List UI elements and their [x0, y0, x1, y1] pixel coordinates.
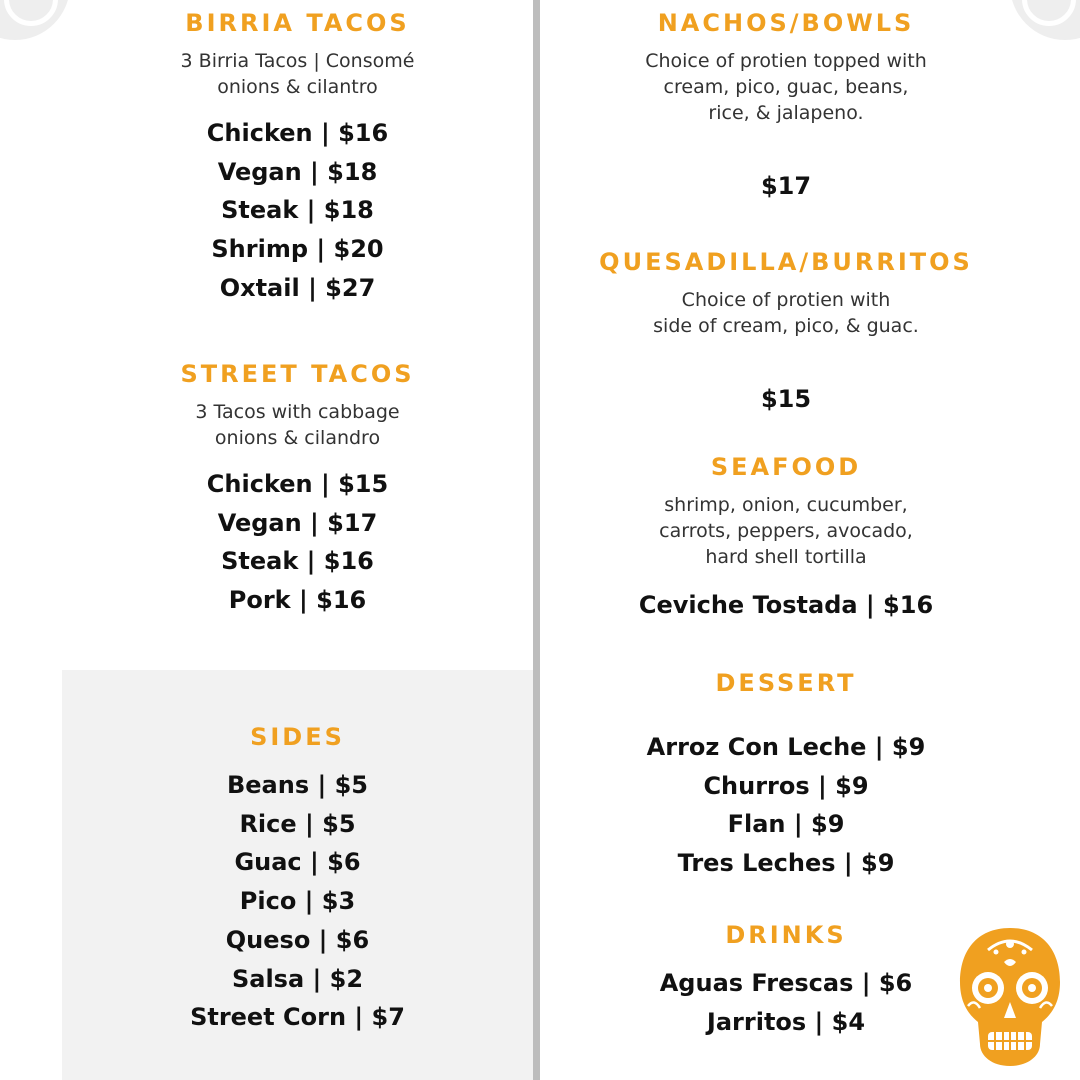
sugar-skull-icon	[958, 926, 1062, 1068]
menu-item: Pork | $16	[228, 586, 367, 615]
section-street-tacos	[62, 359, 533, 620]
section-seafood	[540, 452, 1032, 625]
menu-item: Ceviche Tostada | $16	[638, 591, 934, 619]
corner-ornament-left-icon	[0, 0, 70, 40]
section-quesadilla-burritos	[540, 247, 1032, 414]
column-divider	[533, 0, 540, 1080]
item-list	[62, 465, 533, 620]
section-title: BIRRIA TACOS	[185, 9, 410, 37]
menu-item: Queso | $6	[225, 925, 370, 954]
item-list	[62, 114, 533, 308]
menu-item: Shrimp | $20	[211, 235, 384, 264]
section-description: shrimp, onion, cucumber, carrots, peppers, avocado, hard shell tortilla	[659, 494, 913, 568]
section-title: STREET TACOS	[180, 360, 415, 388]
menu-item: Arroz Con Leche | $9	[646, 733, 926, 761]
menu-item: Vegan | $17	[217, 508, 378, 537]
menu-item: Street Corn | $7	[190, 1003, 405, 1032]
section-price: $17	[760, 172, 812, 200]
item-list	[540, 728, 1032, 883]
section-title: DRINKS	[725, 921, 847, 949]
menu-item: Pico | $3	[239, 887, 356, 916]
menu-item: Aguas Frescas | $6	[659, 969, 913, 997]
menu-item: Salsa | $2	[231, 964, 364, 993]
menu-item: Churros | $9	[703, 771, 869, 800]
menu-item: Tres Leches | $9	[677, 849, 895, 878]
menu-item: Steak | $16	[221, 547, 374, 576]
menu-item: Chicken | $15	[206, 470, 389, 498]
section-sides	[62, 722, 533, 1037]
menu-item: Jarritos | $4	[706, 1007, 866, 1036]
section-title: QUESADILLA/BURRITOS	[599, 248, 973, 276]
menu-item: Rice | $5	[239, 809, 356, 838]
section-dessert	[540, 668, 1032, 883]
menu-item: Flan | $9	[727, 810, 845, 839]
section-description: 3 Birria Tacos | Consomé onions & cilantro	[180, 50, 415, 98]
section-description: 3 Tacos with cabbage onions & cilandro	[195, 401, 400, 449]
section-description: Choice of protien with side of cream, pico, & guac.	[653, 289, 919, 337]
section-nachos-bowls	[540, 8, 1032, 201]
item-list	[540, 586, 1032, 625]
menu-item: Guac | $6	[234, 848, 361, 877]
menu-item: Chicken | $16	[206, 119, 389, 147]
section-birria-tacos	[62, 8, 533, 308]
section-title: SIDES	[250, 723, 345, 751]
section-title: DESSERT	[715, 669, 857, 697]
item-list	[62, 766, 533, 1037]
section-price: $15	[760, 385, 812, 413]
section-description: Choice of protien topped with cream, pico, guac, beans, rice, & jalapeno.	[645, 50, 927, 124]
section-title: SEAFOOD	[710, 453, 862, 481]
menu-item: Steak | $18	[221, 196, 374, 225]
menu-item: Vegan | $18	[217, 157, 378, 186]
section-title: NACHOS/BOWLS	[657, 9, 915, 37]
menu-item: Beans | $5	[226, 771, 368, 799]
menu-item: Oxtail | $27	[219, 273, 376, 302]
